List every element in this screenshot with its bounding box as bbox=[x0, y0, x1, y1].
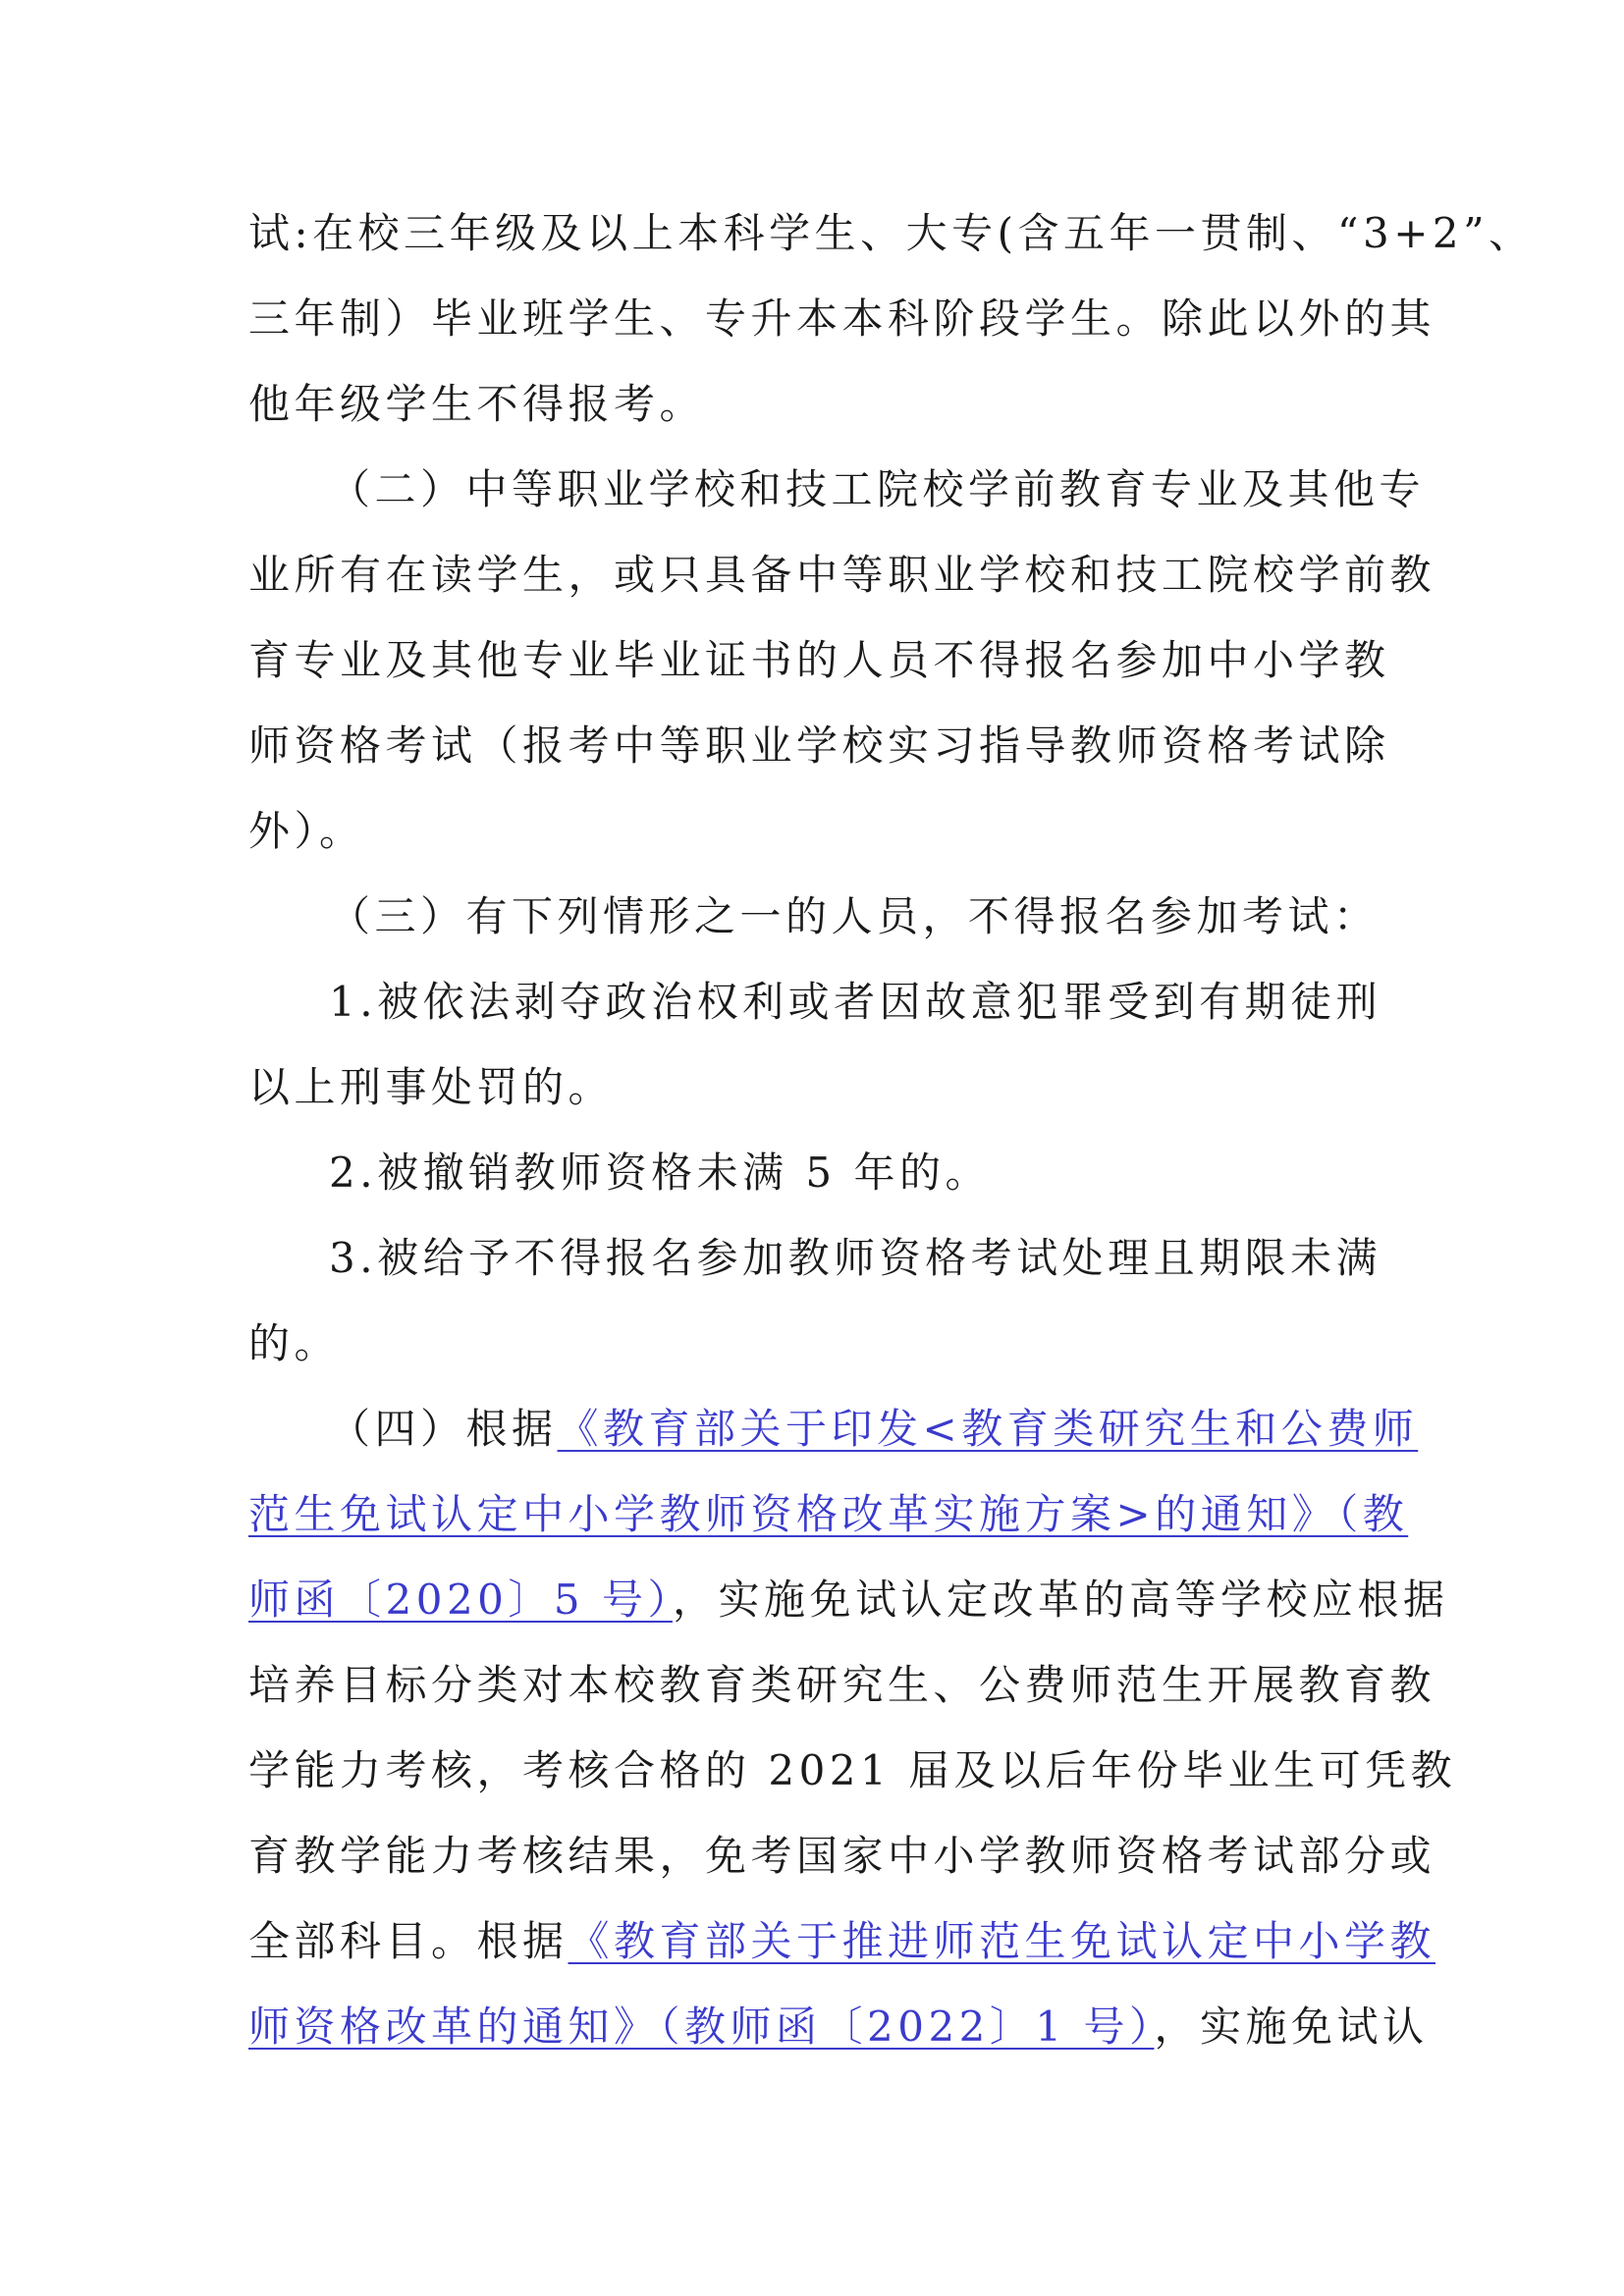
text-line-21 bbox=[248, 1914, 1435, 1969]
text-line-2: 三年制）毕业班学生、专升本本科阶段学生。除此以外的其 bbox=[248, 294, 1436, 343]
text-line-5: 业所有在读学生，或只具备中等职业学校和技工院校学前教 bbox=[248, 551, 1436, 599]
text-line-22 bbox=[248, 2000, 1428, 2055]
notice-link-2020-part3[interactable]: 师函〔2020〕5 号） bbox=[248, 1575, 673, 1624]
text-line-21-lead: 全部科目。根据 bbox=[248, 1917, 568, 1965]
text-line-18: 培养目标分类对本校教育类研究生、公费师范生开展教育教 bbox=[248, 1661, 1436, 1709]
text-line-17 bbox=[248, 1573, 1448, 1628]
list-item-1: 1.被依法剥夺政治权利或者因故意犯罪受到有期徒刑 bbox=[329, 978, 1382, 1026]
notice-link-2022-part2[interactable]: 师资格改革的通知》（教师函〔2022〕1 号） bbox=[248, 2002, 1155, 2051]
text-line-3: 他年级学生不得报考。 bbox=[248, 380, 706, 428]
text-line-11: 以上刑事处罚的。 bbox=[248, 1063, 615, 1111]
text-line-8: 外）。 bbox=[248, 807, 365, 855]
paragraph-3-start: （三）有下列情形之一的人员，不得报名参加考试： bbox=[329, 892, 1380, 940]
list-item-2: 2.被撤销教师资格未满 5 年的。 bbox=[329, 1148, 991, 1197]
paragraph-4-lead: （四）根据 bbox=[329, 1405, 558, 1453]
list-item-3: 3.被给予不得报名参加教师资格考试处理且期限未满 bbox=[329, 1234, 1382, 1282]
notice-link-2020-part1[interactable]: 《教育部关于印发<教育类研究生和公费师 bbox=[557, 1405, 1419, 1453]
paragraph-2-start: （二）中等职业学校和技工院校学前教育专业及其他专 bbox=[329, 465, 1426, 513]
text-line-17-tail: ，实施免试认定改革的高等学校应根据 bbox=[672, 1575, 1449, 1624]
paragraph-4-start bbox=[329, 1402, 1418, 1457]
text-line-7: 师资格考试（报考中等职业学校实习指导教师资格考试除 bbox=[248, 721, 1390, 770]
text-line-14: 的。 bbox=[248, 1319, 341, 1367]
text-line-6: 育专业及其他专业毕业证书的人员不得报名参加中小学教 bbox=[248, 636, 1390, 684]
notice-link-2020-part2[interactable]: 范生免试认定中小学教师资格改革实施方案>的通知》（教 bbox=[248, 1490, 1409, 1538]
text-line-16 bbox=[248, 1487, 1408, 1542]
notice-link-2022-part1[interactable]: 《教育部关于推进师范生免试认定中小学教 bbox=[568, 1917, 1436, 1965]
text-line-19: 学能力考核，考核合格的 2021 届及以后年份毕业生可凭教 bbox=[248, 1746, 1457, 1794]
text-line-20: 育教学能力考核结果，免考国家中小学教师资格考试部分或 bbox=[248, 1832, 1436, 1880]
text-line-1: 试:在校三年级及以上本科学生、大专(含五年一贯制、“3+2”、 bbox=[248, 209, 1535, 257]
text-line-22-tail: ，实施免试认 bbox=[1154, 2002, 1429, 2051]
